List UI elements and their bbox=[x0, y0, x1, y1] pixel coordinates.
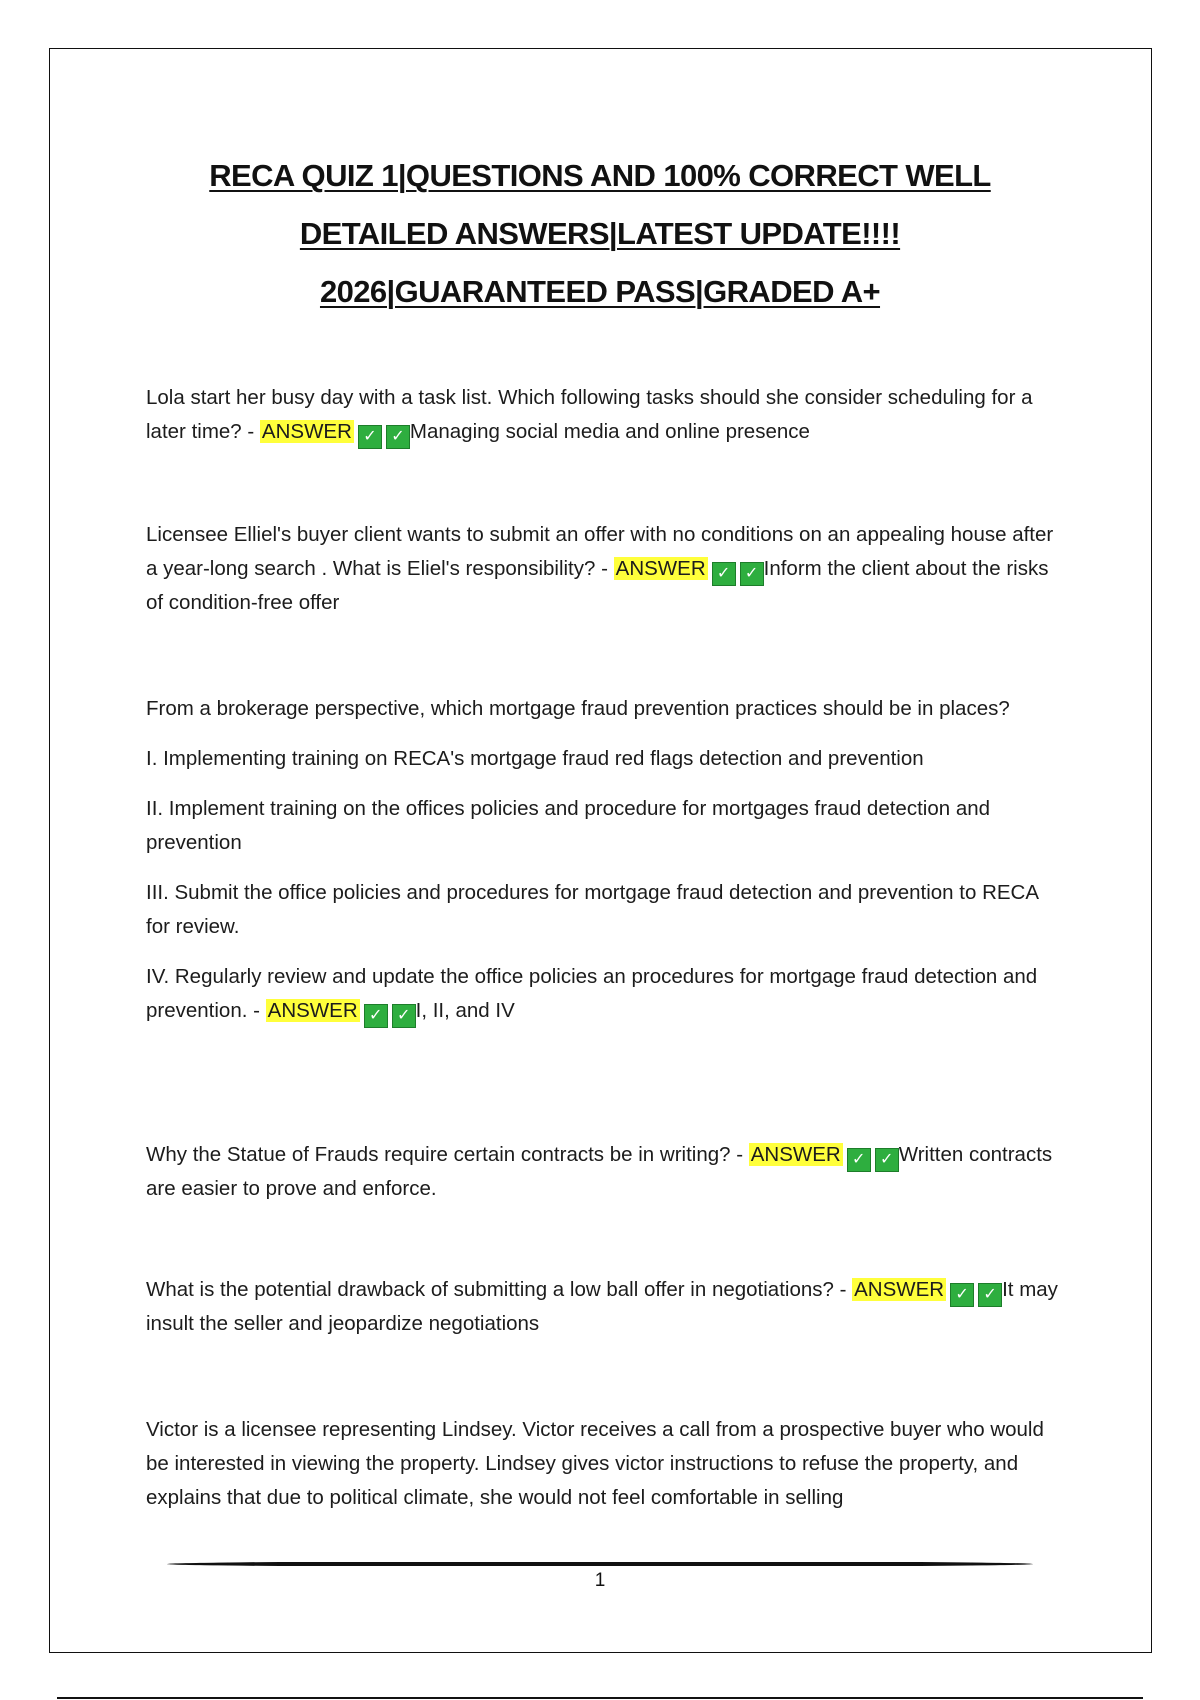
question-text: Victor is a licensee representing Lindsey. Victor receives a call from a prospective buyer who would be interested in viewing the property. Lindsey gives victor instructions to refuse the property, and explains that due to political climate, she would not feel comfortable in selling bbox=[146, 1418, 1044, 1509]
qa-item-5 bbox=[146, 1273, 1066, 1341]
title-line: RECA QUIZ 1|QUESTIONS AND 100% CORRECT WELL bbox=[209, 158, 991, 193]
answer-text: Managing social media and online presence bbox=[409, 420, 810, 443]
answer-label: ANSWER bbox=[267, 999, 358, 1022]
document-title bbox=[120, 147, 1080, 321]
question-text: What is the potential drawback of submitting a low ball offer in negotiations? - ANSWER ✓ ✓ It may insult the seller and jeopardize negotiations bbox=[146, 1278, 1058, 1335]
check-icon: ✓ bbox=[875, 1148, 899, 1172]
check-icon: ✓ bbox=[847, 1148, 871, 1172]
check-icon: ✓ bbox=[978, 1283, 1002, 1307]
qa-item-6 bbox=[146, 1413, 1066, 1515]
check-icon: ✓ bbox=[712, 562, 736, 586]
answer-text: It may insult the seller and jeopardize negotiations bbox=[146, 1278, 1058, 1335]
answer-text: Written contracts are easier to prove and enforce. bbox=[146, 1143, 1053, 1200]
qa-item-3 bbox=[146, 692, 1066, 1028]
question-text: Why the Statue of Frauds require certain contracts be in writing? - ANSWER ✓ ✓ Written contracts are easier to prove and enforce. bbox=[146, 1143, 1053, 1200]
footer-divider bbox=[167, 1561, 1033, 1567]
option-iii: III. Submit the office policies and procedures for mortgage fraud detection and prevention to RECA for review. bbox=[146, 881, 1038, 938]
title-line: DETAILED ANSWERS|LATEST UPDATE!!!! bbox=[299, 216, 901, 251]
next-page-edge bbox=[57, 1697, 1143, 1699]
option-ii: II. Implement training on the offices policies and procedure for mortgages fraud detection and prevention bbox=[146, 797, 991, 854]
answer-label: ANSWER bbox=[615, 557, 706, 580]
check-icon: ✓ bbox=[364, 1004, 388, 1028]
check-icon: ✓ bbox=[358, 425, 382, 449]
qa-item-1 bbox=[146, 381, 1066, 449]
check-icon: ✓ bbox=[950, 1283, 974, 1307]
answer-text: Inform the client about the risks of condition-free offer bbox=[146, 557, 1049, 614]
question-text: Lola start her busy day with a task list. Which following tasks should she consider scheduling for a later time? - ANSWER ✓ ✓ Managing social media and online presence bbox=[146, 381, 1066, 449]
question-text: From a brokerage perspective, which mortgage fraud prevention practices should be in places? bbox=[146, 697, 1010, 720]
answer-text: I, II, and IV bbox=[415, 999, 515, 1022]
answer-label: ANSWER bbox=[854, 1278, 945, 1301]
option-i: I. Implementing training on RECA's mortgage fraud red flags detection and prevention bbox=[146, 747, 924, 770]
question-text: Licensee Elliel's buyer client wants to submit an offer with no conditions on an appealing house after a year-long search . What is Eliel's responsibility? - ANSWER ✓ ✓ Inform the client about the risks of condition-free offer bbox=[146, 523, 1054, 614]
qa-item-2 bbox=[146, 518, 1066, 620]
check-icon: ✓ bbox=[386, 425, 410, 449]
qa-item-4 bbox=[146, 1138, 1066, 1206]
option-iv: IV. Regularly review and update the office policies an procedures for mortgage fraud detection and prevention. - ANSWER ✓ ✓ I, II, and IV bbox=[146, 960, 1066, 1028]
page-number: 1 bbox=[594, 1570, 606, 1591]
check-icon: ✓ bbox=[392, 1004, 416, 1028]
answer-label: ANSWER bbox=[261, 420, 352, 443]
title-line: 2026|GUARANTEED PASS|GRADED A+ bbox=[319, 274, 881, 309]
answer-label: ANSWER bbox=[750, 1143, 841, 1166]
check-icon: ✓ bbox=[740, 562, 764, 586]
